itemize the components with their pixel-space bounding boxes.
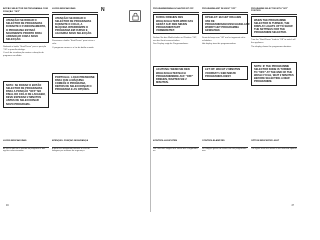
- section-header: PROGRAMMIERWAHLSCHALTER MIT OFF: [153, 8, 194, 10]
- paragraph: De lampjes geven de status van het programma aan.: [202, 147, 247, 153]
- body-text: [153, 148, 199, 153]
- paragraph: Rodando o botão "Start/Pause" para a posição "Off" o aparelho desliga.: [3, 45, 47, 51]
- right-column-2: [202, 8, 248, 80]
- warning-text: WHEN THE PROGRAMME SELECTOR IS TURNED, THE DISPLAY LIGHTS UP TO SHOW THE SETTINGS FOR THE PROGRAMME SELECTED.: [254, 18, 293, 35]
- paragraph: As luces indicam o estado do programa e das opções seleccionadas.: [3, 147, 46, 153]
- note-box: [52, 73, 98, 93]
- paragraph: Turn the "Start/Pause" knob to "Off" to switch off the appliance.: [251, 39, 296, 44]
- body-text: [202, 37, 248, 46]
- warning-box: [251, 16, 297, 36]
- right-column-1: [153, 8, 199, 86]
- right-bottom-1: [153, 140, 199, 154]
- body-text: [3, 148, 49, 153]
- left-column-2: [52, 8, 98, 94]
- page-number: 47: [291, 204, 294, 207]
- warning-text: DURCH DREHEN DES WAHLSCHALTERS WIRD DAS GERÄT AUF DEN NEUEN PROGRAMMSTART VORBEREITET.: [156, 16, 194, 32]
- body-text: [202, 148, 248, 153]
- paragraph: Das Display zeigt die Programmdauer.: [153, 43, 189, 46]
- left-column-1: [3, 8, 49, 108]
- note-text: NOTE: IF THE PROGRAMME SELECTOR KNOB IS TURNED TO "OFF" AT THE END OF THE WASH CYCLE, WAIT 2 MINUTES BEFORE SELECTING A NEW PROGRAMME.: [254, 64, 294, 84]
- left-bottom-1: [3, 140, 49, 154]
- paragraph: A porta fica bloqueada durante o ciclo de lavagem por motivos de segurança.: [52, 147, 90, 153]
- note-box: [153, 66, 199, 86]
- body-text: [251, 39, 297, 48]
- warning-box: [52, 14, 98, 38]
- warning-text: OPGELET: BIJ HET DRAAIEN VAN DE PROGRAMMAKEUZESCHAKELAAR WORDT HET PROGRAMMA GEWIJZIGD.: [205, 16, 250, 32]
- body-text: [52, 148, 98, 153]
- section-header: LUCES INDICADORAS: [3, 140, 27, 142]
- section-header: OPTION INDICATOR LIGHT: [251, 140, 280, 142]
- warning-text: ATENÇÃO! SE RODAR O SELECTOR DE PROGRAMAS DURANTE O CICLO, A MÁQUINA INTERROMPE O PROGRAMA EM CURSO E AGUARDA NOVA SELECÇÃO.: [55, 16, 92, 36]
- note-box: [3, 81, 49, 108]
- body-text: [251, 148, 297, 151]
- body-text: [153, 37, 199, 46]
- paragraph: Pressionar o botão "Start/Pause" para iniciar o ciclo.: [52, 40, 95, 45]
- page-number: 46: [6, 204, 9, 207]
- left-bottom-2: [52, 140, 98, 154]
- note-text: ACHTUNG: WENN SIE DEN WAHLSCHALTER NACH PROGRAMMENDE AUF "OFF" DREHEN, WARTEN SIE 2 MINUTEN.: [156, 68, 194, 84]
- warning-box: [153, 14, 199, 34]
- section-header: BOTÃO SELECTOR DE PROGRAMAS COM POSIÇÃO "OFF": [3, 8, 48, 13]
- warning-text: ATENÇÃO! SE RODAR O SELECTOR DE PROGRAMAS DURANTE O FUNCIONAMENTO, O PROGRAMA ESTARÁ NOVAMENTE PRONTO PARA ARRANCAR COM A NOVA SELECÇÃO.: [6, 19, 46, 41]
- paragraph: O ecrã de visualização mostra a duração do programa escolhido.: [3, 52, 44, 57]
- left-column-3: [101, 8, 147, 13]
- section-header: PROGRAMMA MET DE KNOP "OFF": [202, 8, 237, 10]
- warning-box: [202, 14, 248, 34]
- note-text: LET OP: WACHT 2 MINUTEN VOORDAT U EEN NIEUW PROGRAMMA KIEST.: [205, 68, 241, 78]
- right-page: [150, 0, 300, 212]
- paragraph: O programa arranca e a luz do botão acende.: [52, 46, 95, 49]
- note-text: NOTA: SE RODAR O BOTÃO SELECTOR DE PROGRAMAS PARA A POSIÇÃO "OFF" NO FINAL DO CICLO DE LAVAGEM, DEVE ESPERAR 2 MINUTOS ANTES DE SELECCIONAR NOVO PROGRAMA.: [6, 83, 46, 106]
- paragraph: The display shows the programme duration.: [251, 45, 292, 48]
- section-letter: N: [101, 7, 105, 13]
- paragraph: Die Leuchten zeigen den Status des Programms an.: [153, 147, 198, 153]
- note-text: PORTUGAL: LOGO PRESSIONE PARA QUE A MÁQUINA COMECE O PROGRAMA, DEPOIS DE SELECCIONAR O PROGRAMA E AS OPÇÕES.: [55, 75, 95, 92]
- section-header: KONTROLLLEUCHTEN: [153, 140, 178, 142]
- paragraph: Draai de knop naar "Off" om het apparaat uit te schakelen.: [202, 36, 246, 42]
- paragraph: Het display toont de programmaduur.: [202, 43, 237, 46]
- paragraph: Drehen Sie den Wahlschalter auf Position "Off", um das Gerät auszuschalten.: [153, 36, 197, 42]
- note-box: [251, 62, 297, 86]
- paragraph: The lights show the status of the selected options.: [251, 147, 297, 150]
- section-header: PROGRAMME SELECTOR WITH "OFF" POSITION: [251, 8, 288, 13]
- right-bottom-2: [202, 140, 248, 154]
- right-column-3: [251, 8, 297, 86]
- section-header: LUCES INDICADORAS: [52, 8, 76, 10]
- section-header: CONTROLELAMPJES: [202, 140, 225, 142]
- section-header: ATENÇÃO: FUNÇÃO SEGURANÇA: [52, 140, 89, 142]
- left-page: [0, 0, 150, 212]
- body-text: [3, 46, 49, 58]
- warning-box: [3, 17, 49, 44]
- note-box: [202, 66, 248, 80]
- body-text: [52, 40, 98, 49]
- right-bottom-3: [251, 140, 297, 151]
- door-lock-icon: [129, 10, 141, 22]
